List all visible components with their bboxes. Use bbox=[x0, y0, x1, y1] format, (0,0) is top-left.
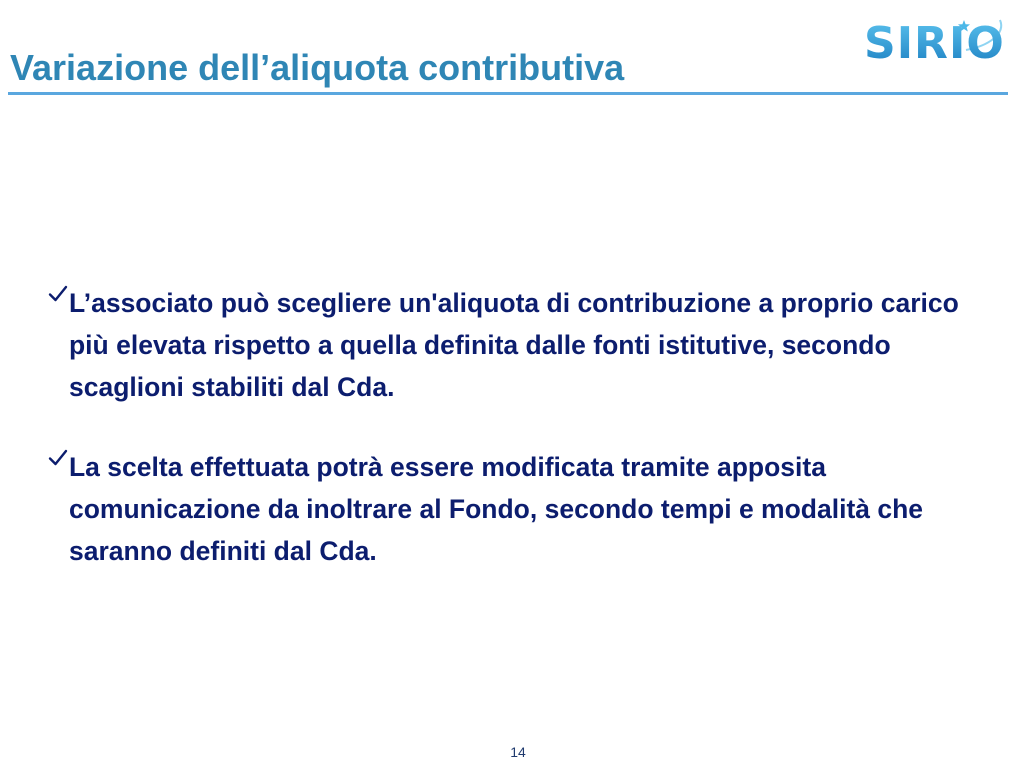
logo-text: SIRIO bbox=[864, 18, 1005, 68]
bullet-text: La scelta effettuata potrà essere modificata tramite apposita comunicazione da inoltrare al Fondo, secondo tempi e modalità che saranno definiti dal Cda. bbox=[69, 452, 924, 566]
bullet-list bbox=[48, 282, 988, 610]
bullet-item bbox=[48, 446, 988, 572]
bullet-text: L’associato può scegliere un'aliquota di contribuzione a proprio carico più elevata rispetto a quella definita dalle fonti istitutive, secondo scaglioni stabiliti dal Cda. bbox=[69, 288, 959, 402]
sirio-logo bbox=[860, 6, 1010, 68]
sirio-logo-graphic bbox=[860, 6, 1010, 68]
checkmark-icon bbox=[48, 284, 68, 304]
bullet-item bbox=[48, 282, 988, 408]
title-divider bbox=[8, 92, 1008, 95]
slide-title: Variazione dell’aliquota contributiva bbox=[10, 47, 625, 88]
page-number: 14 bbox=[510, 744, 526, 760]
checkmark-icon bbox=[48, 448, 68, 468]
